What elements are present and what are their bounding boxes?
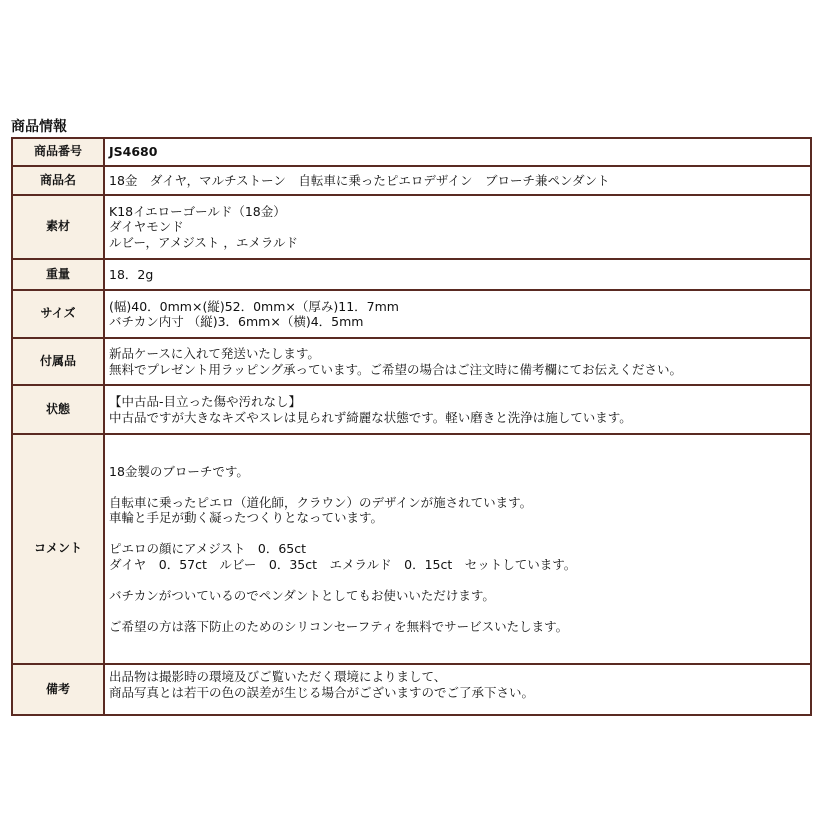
label-comment: コメント <box>12 434 104 664</box>
value-accessories: 新品ケースに入れて発送いたします。 無料でプレゼント用ラッピング承っています。ご希望の場合はご注文時に備考欄にてお伝えください。 <box>104 338 811 385</box>
product-info-table <box>11 137 812 716</box>
label-product-name: 商品名 <box>12 166 104 195</box>
value-material: K18イエローゴールド（18金） ダイヤモンド ルビー，アメジスト ，エメラルド <box>104 195 811 259</box>
row-material <box>12 195 811 259</box>
row-condition <box>12 385 811 434</box>
label-condition: 状態 <box>12 385 104 434</box>
row-product-name <box>12 166 811 195</box>
section-title: 商品情報 <box>11 119 67 135</box>
label-accessories: 付属品 <box>12 338 104 385</box>
value-product-number: JS4680 <box>104 138 811 166</box>
value-size: (幅)40．0mm×(縦)52．0mm×（厚み)11．7mm バチカン内寸 （縦)3．6mm×（横)4．5mm <box>104 290 811 338</box>
value-comment: 18金製のブローチです。 自転車に乗ったピエロ（道化師，クラウン）のデザインが施されています。 車輪と手足が動く凝ったつくりとなっています。 ピエロの顔にアメジスト 0．65ct ダイヤ 0．57ct ルビー 0．35ct エメラルド 0．15ct セットしています。 バチカンがついているのでペンダントとしてもお使いいただけます。 ご希望の方は落下防止のためのシリコンセーフティを無料でサービスいたします。 <box>104 434 811 664</box>
value-notes: 出品物は撮影時の環境及びご覧いただく環境によりまして、 商品写真とは若干の色の誤差が生じる場合がございますのでご了承下さい。 <box>104 664 811 715</box>
row-size <box>12 290 811 338</box>
label-product-number: 商品番号 <box>12 138 104 166</box>
label-size: サイズ <box>12 290 104 338</box>
row-product-number <box>12 138 811 166</box>
value-condition: 【中古品-目立った傷や汚れなし】 中古品ですが大きなキズやスレは見られず綺麗な状態です。軽い磨きと洗浄は施しています。 <box>104 385 811 434</box>
label-material: 素材 <box>12 195 104 259</box>
label-weight: 重量 <box>12 259 104 290</box>
value-weight: 18．2g <box>104 259 811 290</box>
row-weight <box>12 259 811 290</box>
row-accessories <box>12 338 811 385</box>
row-notes <box>12 664 811 715</box>
label-notes: 備考 <box>12 664 104 715</box>
row-comment <box>12 434 811 664</box>
value-product-name: 18金 ダイヤ，マルチストーン 自転車に乗ったピエロデザイン ブローチ兼ペンダント <box>104 166 811 195</box>
